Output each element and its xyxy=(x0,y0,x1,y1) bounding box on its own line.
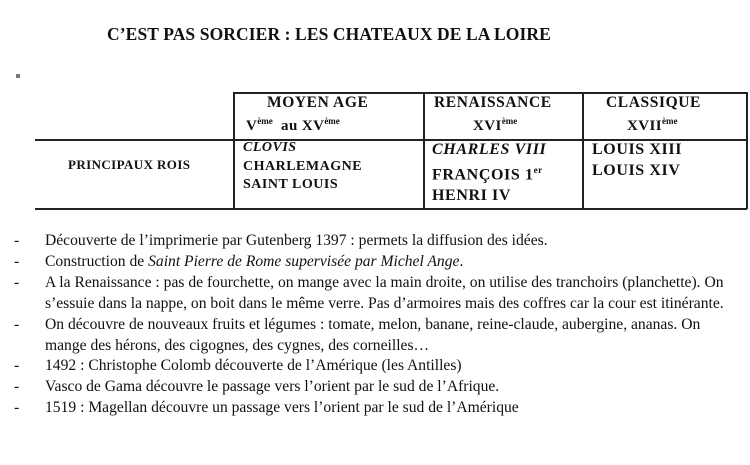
note-text: Vasco de Gama découvre le passage vers l’orient par le sud de l’Afrique. xyxy=(45,378,500,396)
header-classique: CLASSIQUE xyxy=(606,94,701,111)
king-name: HENRI IV xyxy=(432,187,512,205)
renaissance-kings xyxy=(432,139,546,206)
note-text: Découverte de l’imprimerie par Gutenberg 1397 : permets la diffusion des idées. xyxy=(45,232,548,249)
bullet-dash: - xyxy=(14,378,20,396)
note-text: . xyxy=(459,252,464,270)
table-col-divider-3 xyxy=(582,92,584,209)
list-item xyxy=(14,377,736,398)
century-end-suffix: ème xyxy=(324,116,340,126)
moyen-age-kings xyxy=(243,139,362,195)
king-name xyxy=(432,160,546,185)
scan-mark xyxy=(16,74,20,78)
bullet-dash: - xyxy=(14,252,20,270)
bullet-dash: - xyxy=(14,315,20,333)
century-moyen-age xyxy=(246,116,340,135)
century-suffix: ème xyxy=(661,116,678,126)
king-ordinal-suffix: er xyxy=(533,165,543,175)
century-label: XVII xyxy=(627,118,662,134)
king-name: CLOVIS xyxy=(243,140,297,155)
century-label: XVI xyxy=(473,118,502,134)
note-text: 1492 : Christophe Colomb découverte de l’Amérique (les Antilles) xyxy=(45,357,462,375)
table-col-divider-2 xyxy=(423,92,425,209)
notes-list xyxy=(14,231,736,419)
century-start-suffix: ème xyxy=(257,116,273,126)
note-text: Construction de xyxy=(45,252,149,270)
century-end: au XV xyxy=(281,118,325,134)
king-name: LOUIS XIII xyxy=(592,141,683,158)
header-moyen-age: MOYEN AGE xyxy=(267,94,369,111)
note-text: On découvre de nouveaux fruits et légumes : tomate, melon, banane, reine-claude, aubergine, ananas. On mange des hérons, des cigognes, des cygnes, des corneilles… xyxy=(45,315,701,354)
century-classique xyxy=(627,116,677,135)
header-renaissance: RENAISSANCE xyxy=(434,94,552,111)
note-text: 1519 : Magellan découvre un passage vers l’orient par le sud de l’Amérique xyxy=(45,399,519,417)
classique-kings xyxy=(592,139,682,181)
century-start: V xyxy=(246,118,258,134)
bullet-dash: - xyxy=(14,357,20,375)
note-text-italic: Saint Pierre de Rome supervisée par Michel Ange xyxy=(148,252,460,270)
king-name: SAINT LOUIS xyxy=(243,177,339,192)
row-label-principaux-rois: PRINCIPAUX ROIS xyxy=(68,157,191,172)
century-suffix: ème xyxy=(501,116,518,126)
bullet-dash: - xyxy=(14,232,20,249)
list-item xyxy=(14,315,736,357)
list-item xyxy=(14,252,736,273)
list-item xyxy=(14,273,736,315)
table-right-border xyxy=(746,92,748,209)
king-name-main: FRANÇOIS 1 xyxy=(432,166,534,184)
king-name: LOUIS XIV xyxy=(592,162,681,179)
table-col-divider-1 xyxy=(233,92,235,209)
bullet-dash: - xyxy=(14,273,20,291)
century-renaissance xyxy=(473,116,517,135)
bullet-dash: - xyxy=(14,399,20,417)
table-bottom-border xyxy=(35,208,747,210)
list-item xyxy=(14,231,736,252)
list-item xyxy=(14,356,736,377)
note-text: A la Renaissance : pas de fourchette, on mange avec la main droite, on utilise des tranchoirs (planchette). On s’essuie dans la nappe, on boit dans le même verre. Pas d’armoires mais des coffres car la cour est itinérante. xyxy=(45,273,724,312)
king-name: CHARLEMAGNE xyxy=(243,158,363,174)
document-title: C’EST PAS SORCIER : LES CHATEAUX DE LA LOIRE xyxy=(107,24,551,44)
list-item xyxy=(14,398,736,419)
king-name: CHARLES VIII xyxy=(432,141,547,158)
